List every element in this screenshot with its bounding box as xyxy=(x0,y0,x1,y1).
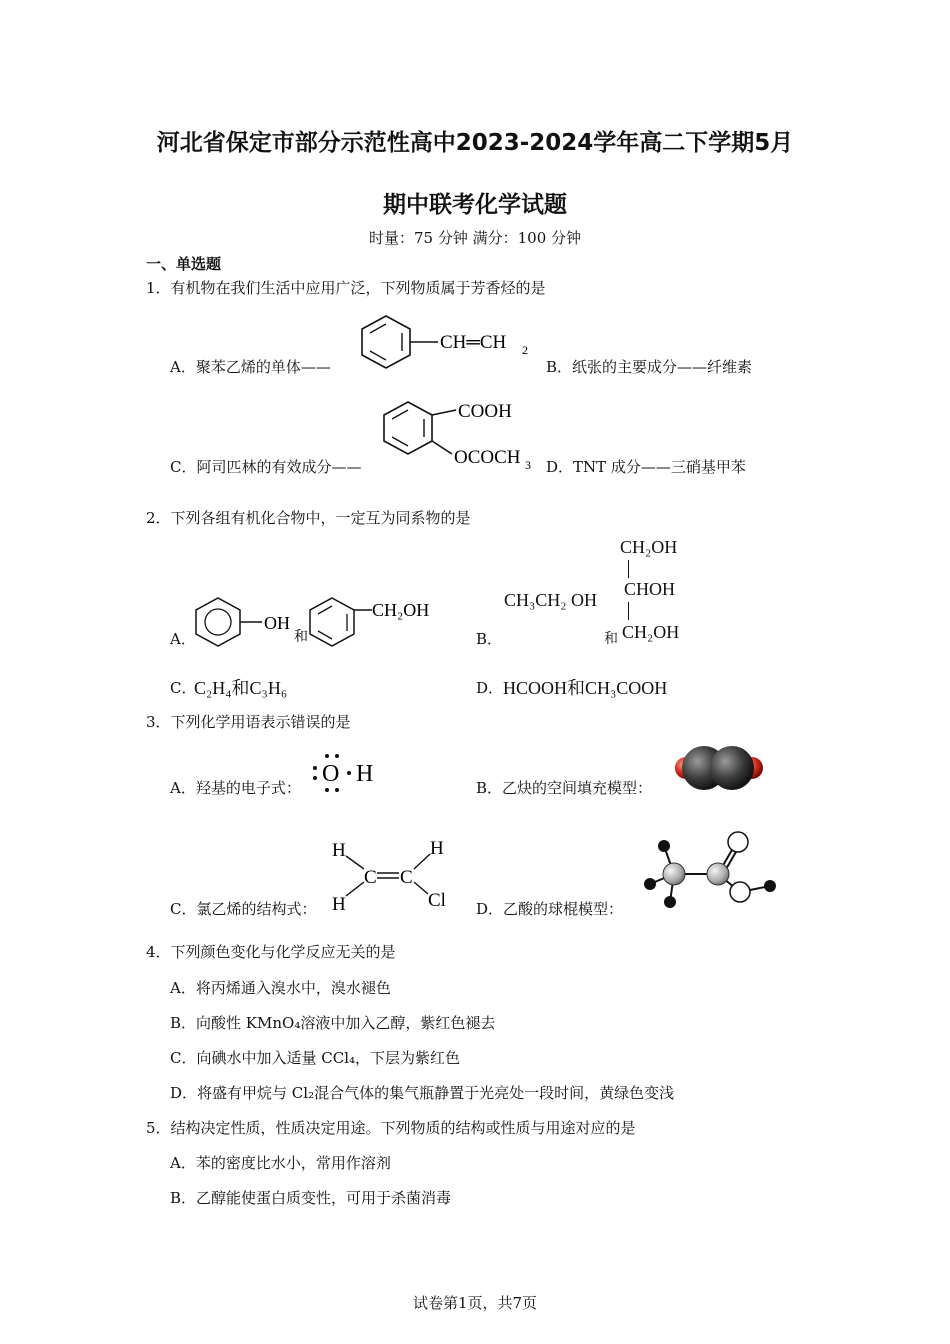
q3-option-b: B．乙炔的空间填充模型： xyxy=(476,779,653,797)
q5-option-a: A．苯的密度比水小，常用作溶剂 xyxy=(170,1154,391,1172)
q4-option-c: C．向碘水中加入适量 CCl₄，下层为紫红色 xyxy=(170,1049,461,1067)
title-line-1: 河北省保定市部分示范性高中2023-2024学年高二下学期5月 xyxy=(156,130,794,156)
electron-o: O xyxy=(322,761,340,787)
phenol-oh: OH xyxy=(264,613,290,633)
q2-option-c: C． xyxy=(170,679,197,697)
q5-stem: 5．结构决定性质，性质决定用途。下列物质的结构或性质与用途对应的是 xyxy=(146,1119,636,1137)
glycerol-mid: CHOH xyxy=(624,579,676,599)
q2-stem: 2．下列各组有机化合物中，一定互为同系物的是 xyxy=(146,509,471,527)
q2-c-formula: C₂H₄和C₃H₆ xyxy=(194,678,288,698)
q3-stem: 3．下列化学用语表示错误的是 xyxy=(146,713,351,731)
q4-option-d: D．将盛有甲烷与 Cl₂混合气体的集气瓶静置于光亮处一段时间，黄绿色变浅 xyxy=(170,1084,675,1102)
aspirin-ococh: OCOCH xyxy=(454,447,521,468)
q1-option-a: A．聚苯乙烯的单体—— xyxy=(170,358,331,376)
q1-option-d: D．TNT 成分——三硝基甲苯 xyxy=(546,458,746,476)
aspirin-subscript: 3 xyxy=(525,458,531,472)
page-footer: 试卷第1页，共7页 xyxy=(412,1294,538,1312)
q2-option-b: B． xyxy=(476,630,503,648)
aspirin-structure xyxy=(378,396,548,476)
electron-h: H xyxy=(356,761,374,787)
q1-option-c: C．阿司匹林的有效成分—— xyxy=(170,458,362,476)
vc-c2: C xyxy=(400,867,413,888)
glycerol-bond-2 xyxy=(628,602,629,620)
q3-option-a: A．羟基的电子式： xyxy=(170,779,301,797)
phenol-benzyl-alcohol-structures xyxy=(192,594,442,650)
q5-option-b: B．乙醇能使蛋白质变性，可用于杀菌消毒 xyxy=(170,1189,452,1207)
section-heading: 一、单选题 xyxy=(146,255,222,273)
styrene-subscript: 2 xyxy=(522,343,528,357)
ethanol-formula: CH₃CH₂ OH xyxy=(504,590,598,610)
q2-d-formula: HCOOH和CH₃COOH xyxy=(503,678,668,698)
aspirin-cooh: COOH xyxy=(458,401,512,422)
vc-cl: Cl xyxy=(428,890,446,911)
hydroxyl-electron-formula xyxy=(308,750,388,796)
vc-h2: H xyxy=(332,894,346,915)
q4-option-a: A．将丙烯通入溴水中，溴水褪色 xyxy=(170,979,391,997)
title-line-2: 期中联考化学试题 xyxy=(383,192,567,218)
styrene-structure xyxy=(350,312,540,372)
q4-option-b: B．向酸性 KMnO₄溶液中加入乙醇，紫红色褪去 xyxy=(170,1014,496,1032)
q4-stem: 4．下列颜色变化与化学反应无关的是 xyxy=(146,943,396,961)
glycerol-top: CH₂OH xyxy=(620,537,678,557)
vc-c1: C xyxy=(364,867,377,888)
vinyl-chloride-structure xyxy=(326,834,456,918)
glycerol-bond-1 xyxy=(628,560,629,578)
q2-option-d: D． xyxy=(476,679,504,697)
q2-a-and: 和 xyxy=(294,630,308,645)
exam-meta: 时量：75 分钟 满分：100 分钟 xyxy=(368,229,582,247)
q2-option-a: A． xyxy=(170,630,196,648)
acetylene-space-filling-model xyxy=(674,744,764,792)
glycerol-bottom: CH₂OH xyxy=(622,622,680,642)
q3-option-c: C．氯乙烯的结构式： xyxy=(170,900,317,918)
q1-stem: 1．有机物在我们生活中应用广泛，下列物质属于芳香烃的是 xyxy=(146,279,546,297)
q3-option-d: D．乙酸的球棍模型： xyxy=(476,900,624,918)
q1-option-b: B．纸张的主要成分——纤维素 xyxy=(546,358,753,376)
q2-b-and: 和 xyxy=(604,631,618,647)
vc-h3: H xyxy=(430,838,444,859)
benzyl-ch2oh: CH₂OH xyxy=(372,600,430,620)
vc-h1: H xyxy=(332,840,346,861)
acetic-acid-ball-stick-model xyxy=(636,826,786,914)
styrene-formula: CH═CH xyxy=(440,332,507,353)
